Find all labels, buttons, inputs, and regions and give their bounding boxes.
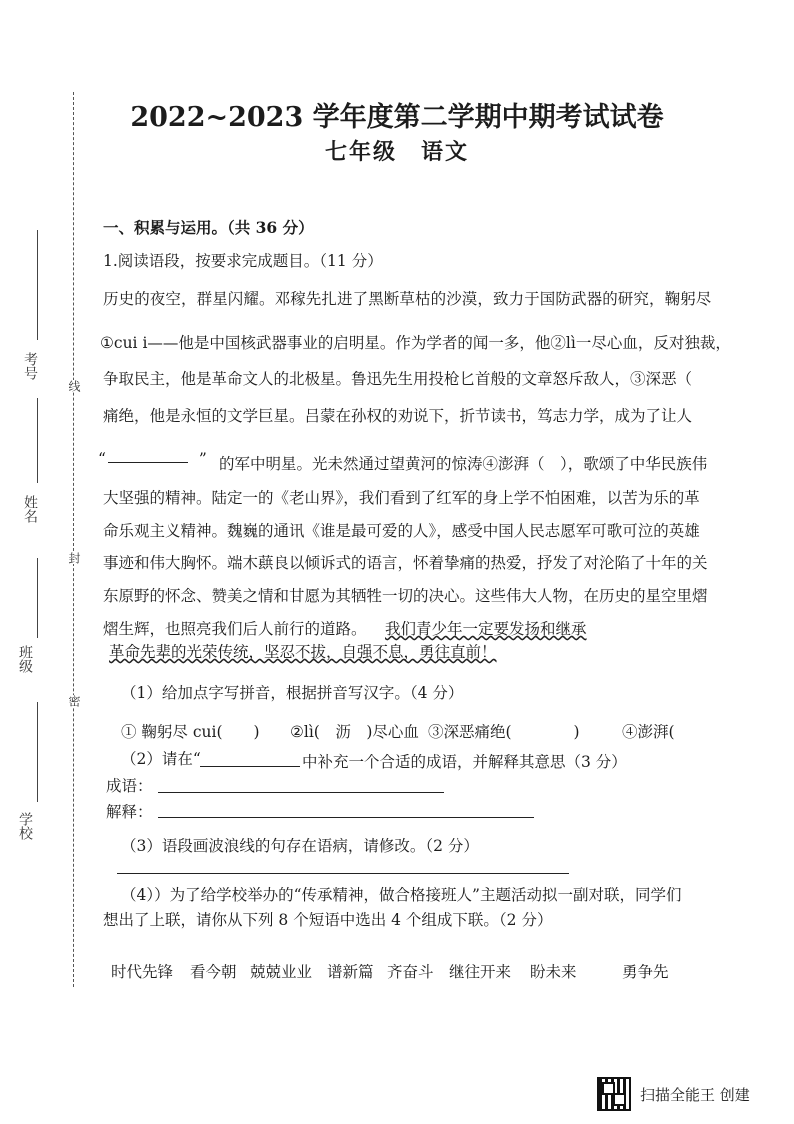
sub1-item-3[interactable]: ③深恶痛绝( )	[428, 723, 580, 741]
sub1-item-4[interactable]: ④澎湃(	[622, 723, 675, 741]
explain-label: 解释：	[106, 803, 153, 821]
passage-line: 事迹和伟大胸怀。端木蕻良以倾诉式的语言，怀着挚痛的热爱，抒发了对沦陷了十年的关	[103, 554, 708, 572]
exam-no-blank[interactable]	[37, 230, 38, 340]
phrase-option: 谱新篇	[327, 963, 374, 981]
passage-line: 命乐观主义精神。魏巍的通讯《谁是最可爱的人》，感受中国人民志愿军可歌可泣的英雄	[103, 522, 700, 540]
phrase-option: 兢兢业业	[250, 963, 313, 981]
passage-line: ①cui i——他是中国核武器事业的启明星。作为学者的闻一多，他②lì一尽心血，反对独裁，	[100, 334, 731, 352]
sub3-answer-line[interactable]	[117, 873, 569, 874]
phrase-option: 看今朝	[190, 963, 237, 981]
passage-line: 的军中明星。光未然通过望黄河的惊涛④澎湃（ ），歌颂了中华民族伟	[219, 455, 708, 473]
idiom-answer-line[interactable]	[158, 792, 444, 793]
name-blank[interactable]	[37, 398, 38, 483]
sub2-prompt-post: 中补充一个合适的成语，并解释其意思（3 分）	[302, 753, 627, 771]
name-label: 姓名	[22, 495, 38, 523]
wavy-underlined-sentence: 革命先辈的光荣传统，坚忍不拔，自强不息，勇往直前！	[109, 643, 497, 661]
phrase-option: 继往开来	[449, 963, 512, 981]
qr-code-icon	[597, 1077, 631, 1111]
explain-answer-line[interactable]	[158, 817, 534, 818]
school-blank[interactable]	[37, 702, 38, 802]
phrase-option: 时代先锋	[111, 963, 174, 981]
wavy-underlined-sentence: 我们青少年一定要发扬和继承	[385, 620, 587, 638]
exam-no-label: 考号	[22, 352, 38, 380]
margin-mark-seal: 封	[67, 552, 81, 564]
class-blank[interactable]	[37, 558, 38, 638]
q1-intro: 1.阅读语段，按要求完成题目。（11 分）	[103, 252, 383, 270]
passage-line: 熠生辉，也照亮我们后人前行的道路。	[103, 620, 367, 638]
sub4-prompt-line1: （4））为了给学校举办的“传承精神，做合格接班人”主题活动拟一副对联，同学们	[121, 886, 682, 904]
passage-blank-quote: “ ”	[98, 450, 207, 468]
passage-blank[interactable]	[108, 462, 188, 463]
exam-title: 2022~2023 学年度第二学期中期考试试卷	[130, 102, 664, 133]
school-label: 学校	[17, 812, 33, 840]
passage-line: 痛绝，他是永恒的文学巨星。吕蒙在孙权的劝说下，折节读书，笃志力学，成为了让人	[103, 407, 693, 425]
phrase-option: 盼未来	[530, 963, 577, 981]
phrase-option: 齐奋斗	[387, 963, 434, 981]
margin-mark-line: 线	[67, 380, 81, 392]
margin-mark-secret: 密	[67, 695, 81, 707]
passage-line: 大坚强的精神。陆定一的《老山界》，我们看到了红军的身上学不怕困难，以苦为乐的革	[103, 489, 700, 507]
sub1-item-2[interactable]: ②lì( 沥 )尽心血	[290, 723, 419, 741]
sub1-item-1[interactable]: ① 鞠躬尽 cui( )	[121, 723, 260, 741]
scanner-watermark: 扫描全能王 创建	[640, 1086, 750, 1104]
binding-dashed-line	[73, 92, 74, 987]
sub1-prompt: （1）给加点字写拼音，根据拼音写汉字。（4 分）	[121, 684, 464, 702]
sub2-blank[interactable]	[200, 766, 300, 767]
sub3-prompt: （3）语段画波浪线的句存在语病，请修改。（2 分）	[121, 837, 479, 855]
class-label: 班级	[17, 645, 33, 673]
passage-line: 东原野的怀念、赞美之情和甘愿为其牺牲一切的决心。这些伟大人物，在历史的星空里熠	[103, 587, 708, 605]
section-heading: 一、积累与运用。（共 36 分）	[103, 218, 314, 237]
sub4-prompt-line2: 想出了上联，请你从下列 8 个短语中选出 4 个组成下联。（2 分）	[103, 911, 553, 929]
exam-subtitle: 七年级 语文	[324, 139, 469, 165]
passage-line: 历史的夜空，群星闪耀。邓稼先扎进了黑断草枯的沙漠，致力于国防武器的研究，鞠躬尽	[103, 290, 712, 308]
sub2-prompt-pre: （2）请在“	[121, 750, 201, 768]
phrase-option: 勇争先	[622, 963, 669, 981]
passage-line: 争取民主，他是革命文人的北极星。鲁迅先生用投枪匕首般的文章怒斥敌人，③深恶（	[103, 370, 693, 388]
idiom-label: 成语：	[106, 777, 153, 795]
